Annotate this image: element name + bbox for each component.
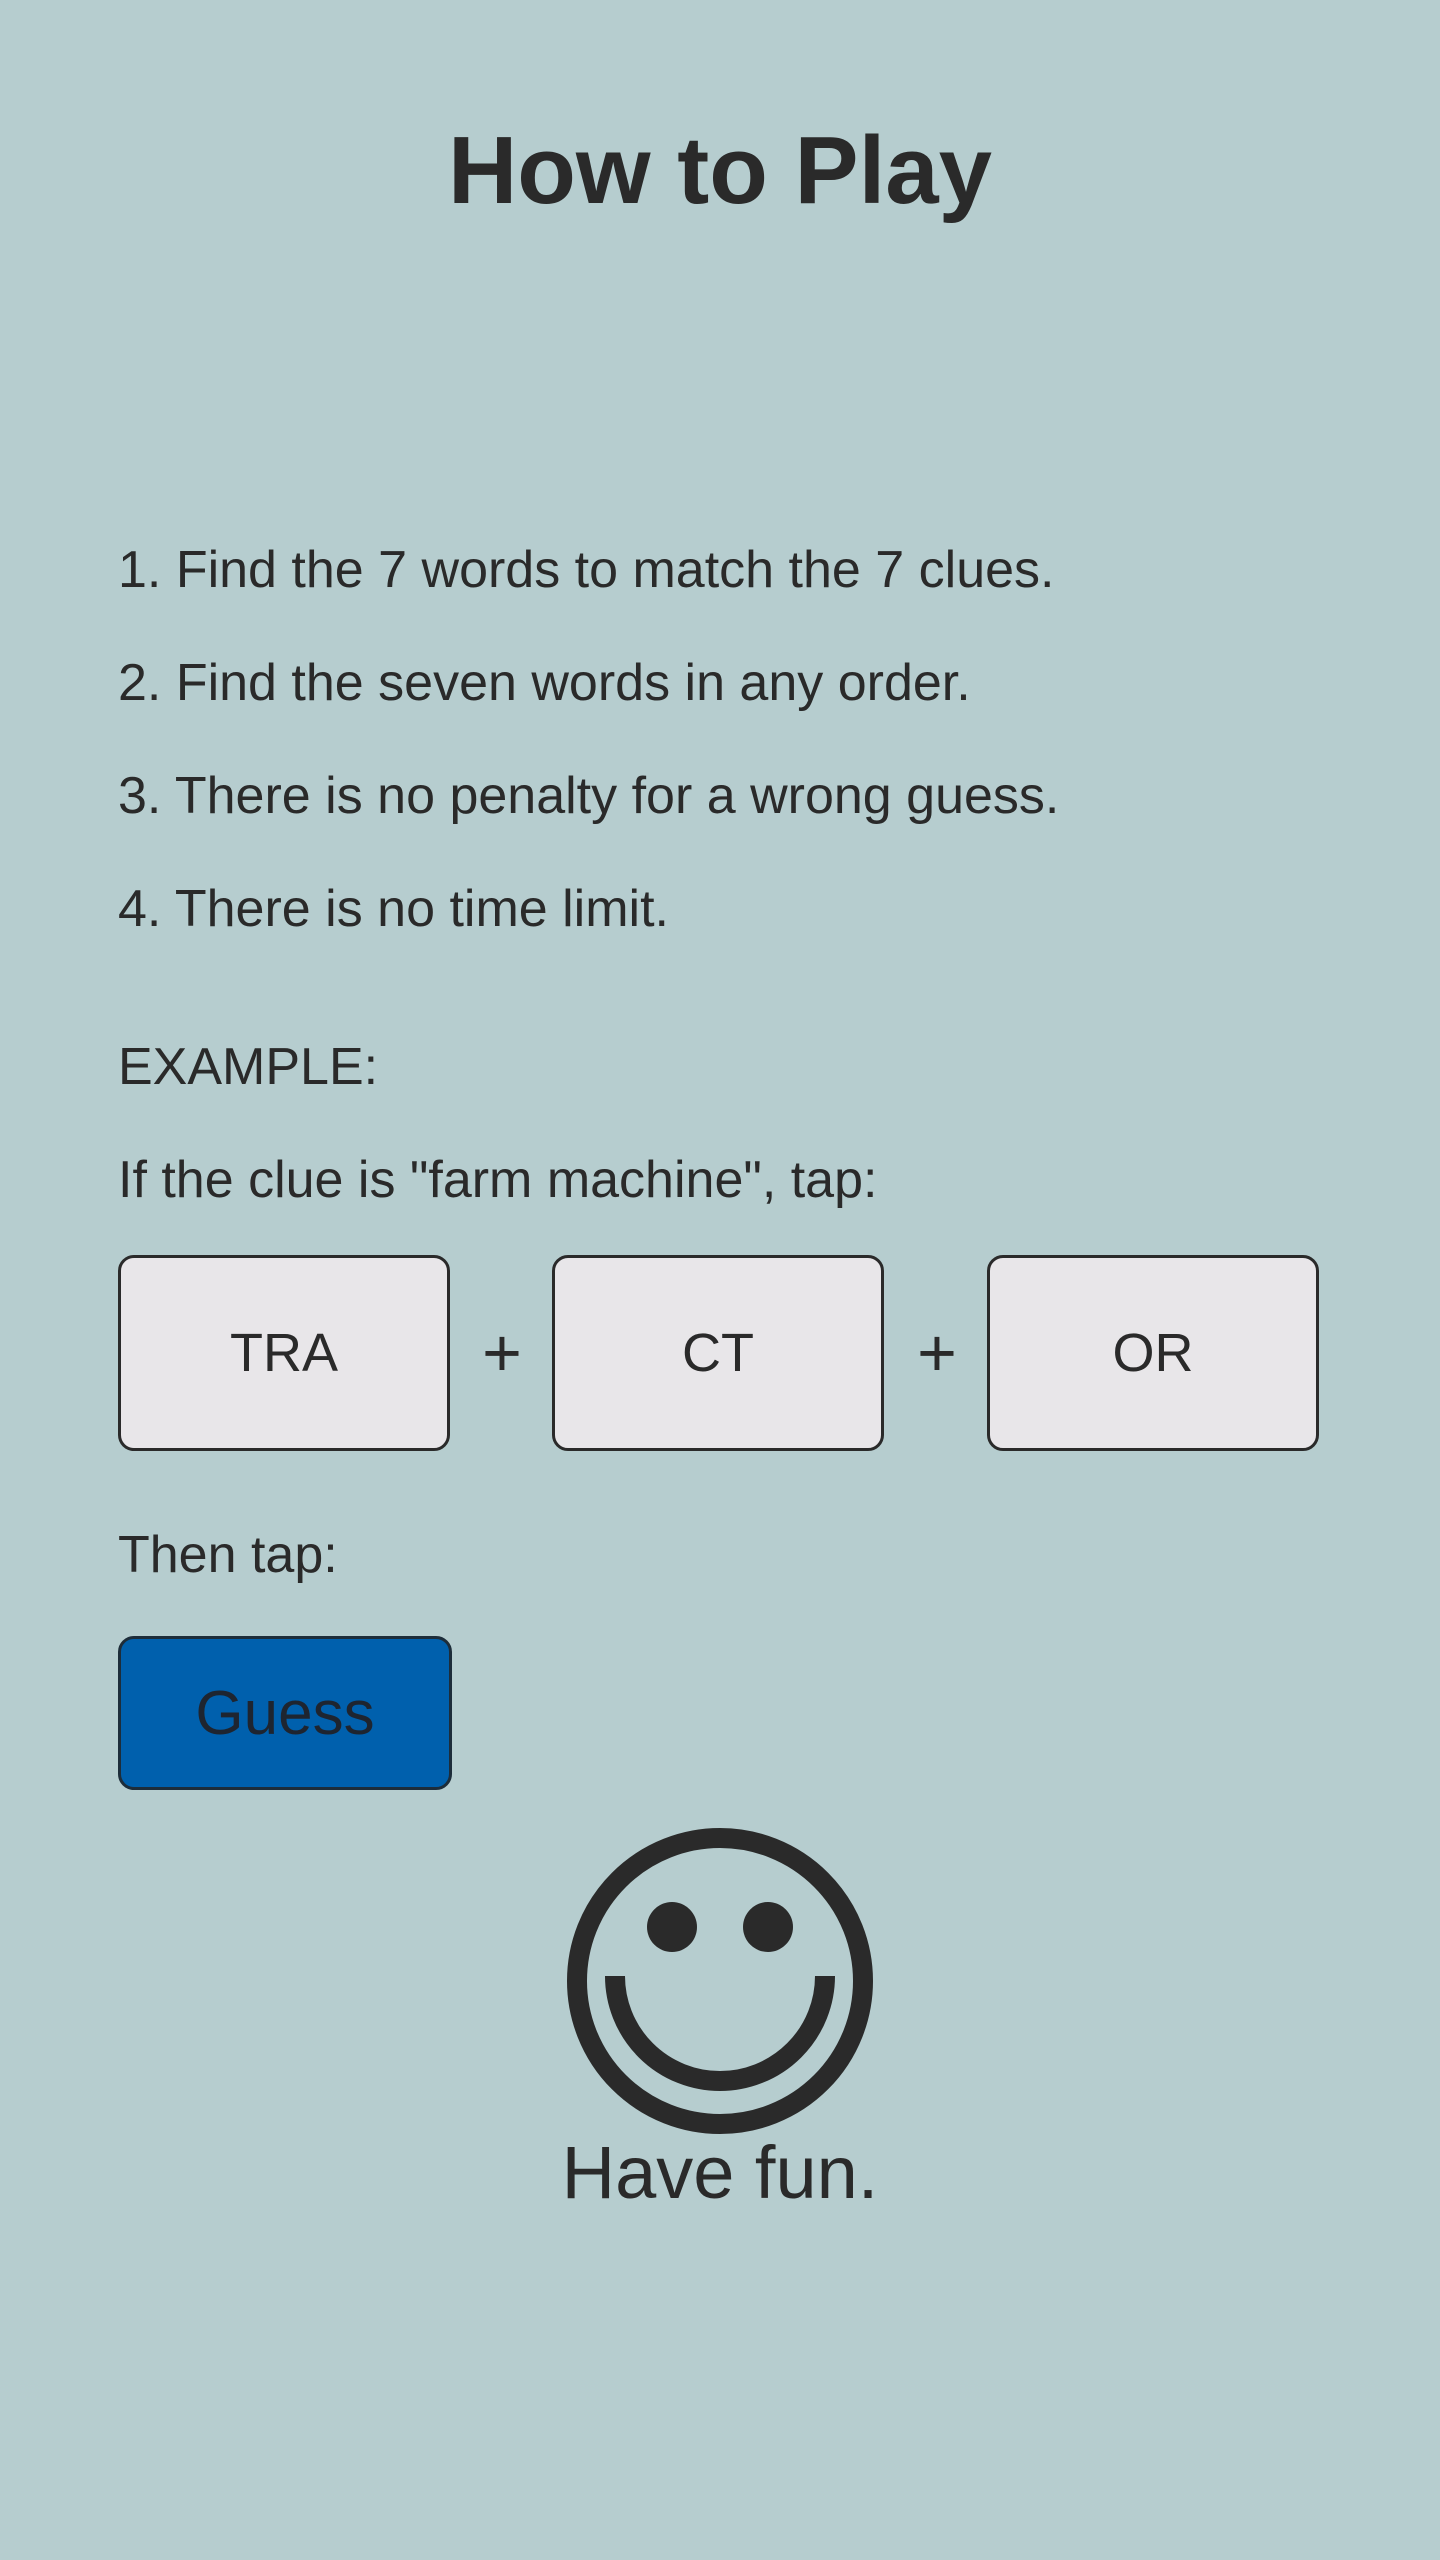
have-fun-message: Have fun. <box>561 2131 879 2214</box>
example-tile-tra[interactable]: TRA <box>118 1255 450 1451</box>
plus-sign: + <box>482 1315 522 1391</box>
rule-item-1: 1. Find the 7 words to match the 7 clues. <box>118 541 1055 599</box>
then-tap-text: Then tap: <box>118 1526 338 1584</box>
page-title: How to Play <box>447 117 993 225</box>
example-tile-ct[interactable]: CT <box>552 1255 884 1451</box>
example-tile-or[interactable]: OR <box>987 1255 1319 1451</box>
example-clue-text: If the clue is "farm machine", tap: <box>118 1151 878 1209</box>
rule-item-4: 4. There is no time limit. <box>118 880 670 938</box>
rules-list <box>118 535 1368 987</box>
smiley-face-icon <box>565 1826 875 2136</box>
plus-sign: + <box>917 1315 957 1391</box>
example-label: EXAMPLE: <box>118 1038 379 1096</box>
guess-button[interactable]: Guess <box>118 1636 452 1790</box>
rule-item-2: 2. Find the seven words in any order. <box>118 654 971 712</box>
rule-item-3: 3. There is no penalty for a wrong guess. <box>118 767 1060 825</box>
